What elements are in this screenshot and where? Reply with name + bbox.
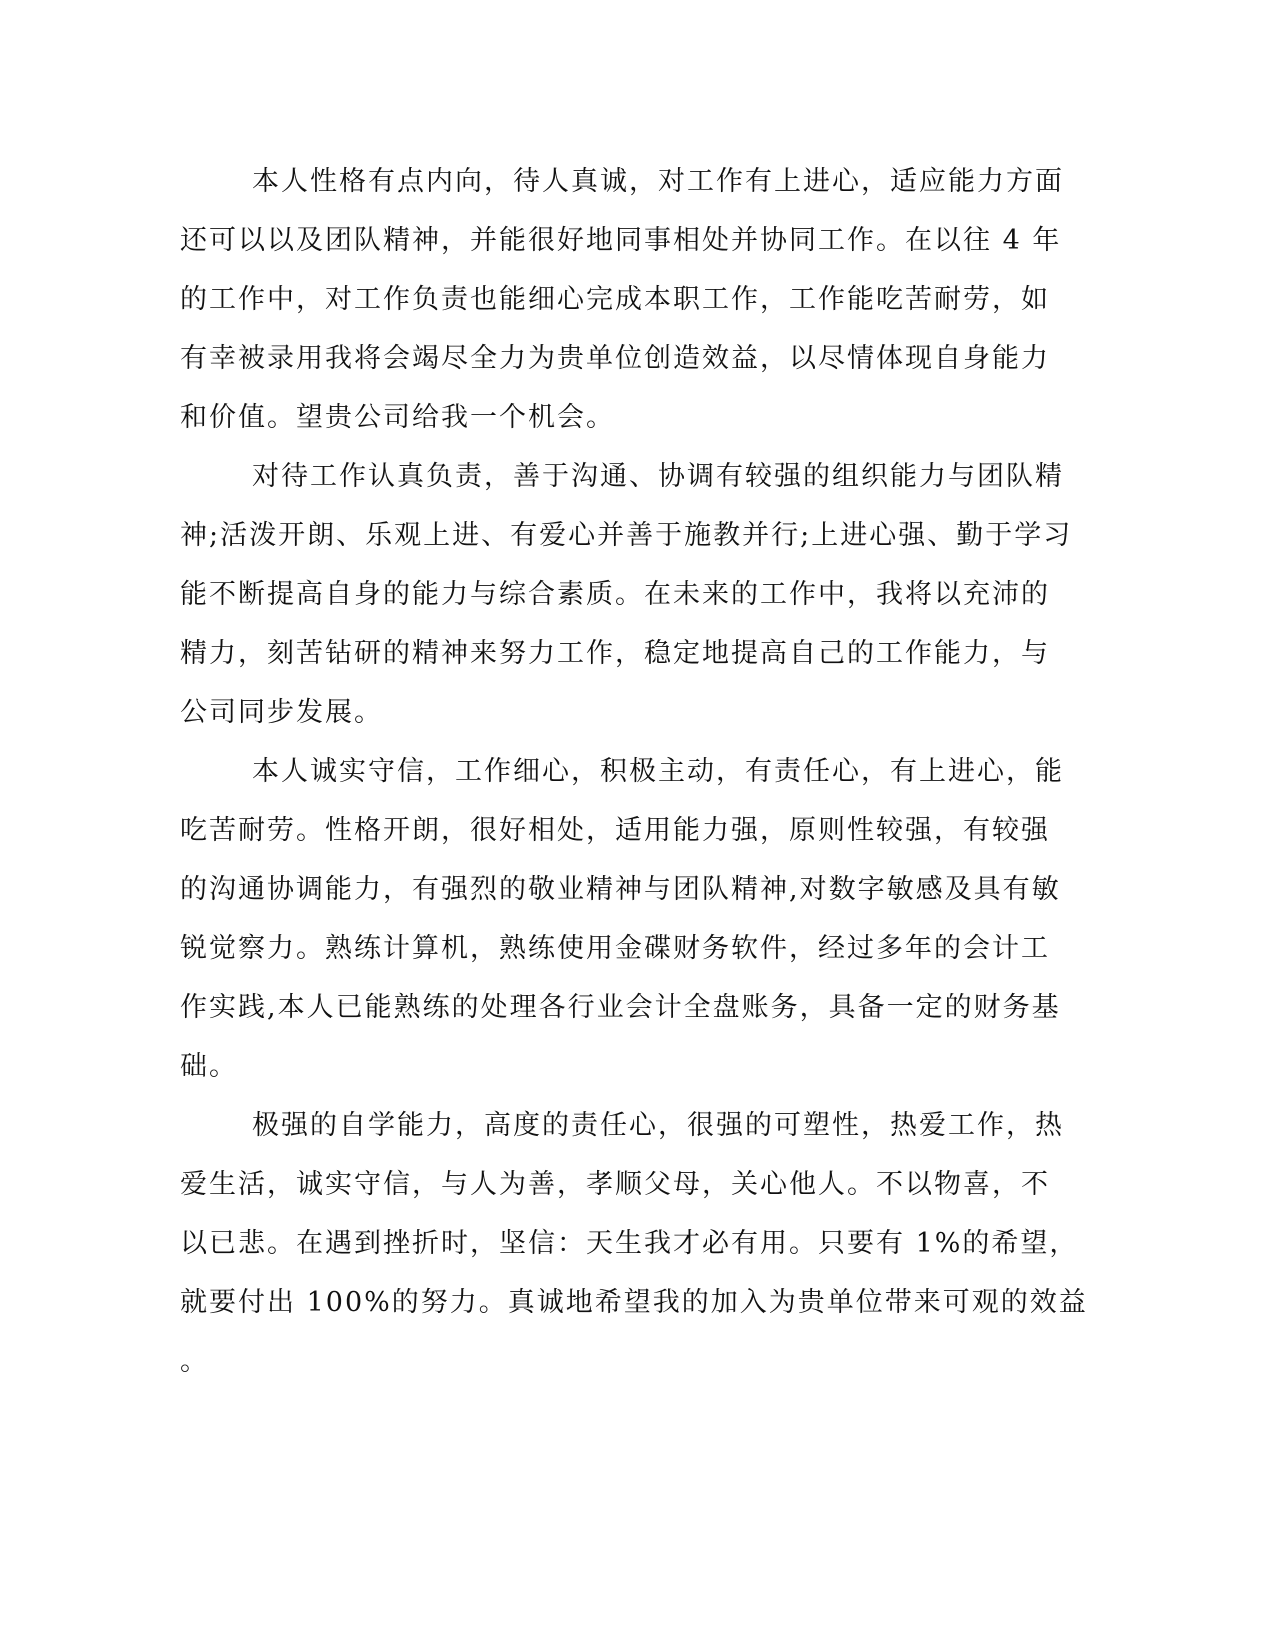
- text-line: 本人诚实守信，工作细心，积极主动，有责任心，有上进心，能: [252, 756, 1064, 787]
- text-line: 能不断提高自身的能力与综合素质。在未来的工作中，我将以充沛的: [180, 579, 1050, 610]
- text-line: 的工作中，对工作负责也能细心完成本职工作，工作能吃苦耐劳，如: [180, 284, 1050, 315]
- text-line: 锐觉察力。熟练计算机，熟练使用金碟财务软件，经过多年的会计工: [180, 933, 1050, 964]
- text-line: 吃苦耐劳。性格开朗，很好相处，适用能力强，原则性较强，有较强: [180, 815, 1050, 846]
- text-line: 公司同步发展。: [180, 697, 383, 728]
- text-line: 有幸被录用我将会竭尽全力为贵单位创造效益，以尽情体现自身能力: [180, 343, 1050, 374]
- paragraph-2: [180, 447, 1073, 742]
- text-line: 还可以以及团队精神，并能很好地同事相处并协同工作。在以往 4 年: [180, 225, 1062, 256]
- text-line: 神;活泼开朗、乐观上进、有爱心并善于施教并行;上进心强、勤于学习: [180, 520, 1073, 551]
- paragraph-3: [180, 742, 1064, 1096]
- text-line: 对待工作认真负责，善于沟通、协调有较强的组织能力与团队精: [252, 461, 1064, 492]
- text-line: 以已悲。在遇到挫折时，坚信：天生我才必有用。只要有 1%的希望，: [180, 1228, 1079, 1259]
- text-line: 精力，刻苦钻研的精神来努力工作，稳定地提高自己的工作能力，与: [180, 638, 1050, 669]
- text-line: 就要付出 100%的努力。真诚地希望我的加入为贵单位带来可观的效益: [180, 1287, 1088, 1318]
- paragraph-1: [180, 152, 1064, 447]
- text-line: 。: [180, 1346, 209, 1377]
- text-line: 础。: [180, 1051, 238, 1082]
- text-line: 本人性格有点内向，待人真诚，对工作有上进心，适应能力方面: [252, 166, 1064, 197]
- text-line: 作实践,本人已能熟练的处理各行业会计全盘账务，具备一定的财务基: [180, 992, 1061, 1023]
- text-line: 和价值。望贵公司给我一个机会。: [180, 402, 615, 433]
- text-line: 的沟通协调能力，有强烈的敬业精神与团队精神,对数字敏感及具有敏: [180, 874, 1061, 905]
- paragraph-4: [180, 1096, 1088, 1391]
- text-line: 极强的自学能力，高度的责任心，很强的可塑性，热爱工作，热: [252, 1110, 1064, 1141]
- text-line: 爱生活，诚实守信，与人为善，孝顺父母，关心他人。不以物喜，不: [180, 1169, 1050, 1200]
- document-body: [180, 152, 1088, 1391]
